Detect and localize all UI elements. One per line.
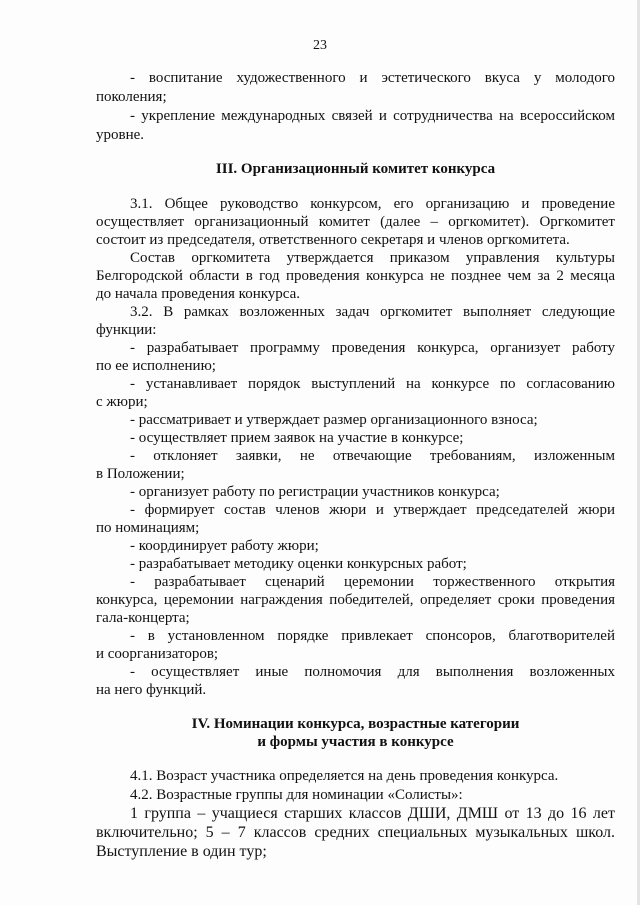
- text-line: 4.2. Возрастные группы для номинации «Солисты»:: [130, 787, 463, 803]
- text-line: - разрабатывает программу проведения конкурса, организует работу: [130, 340, 615, 356]
- text-line: до начала проведения конкурса.: [96, 286, 301, 302]
- text-line: в Положении;: [96, 466, 185, 482]
- section-heading: и формы участия в конкурсе: [257, 734, 454, 750]
- text-line: гала-концерта;: [96, 610, 190, 626]
- text-line: - в установленном порядке привлекает спонсоров, благотворителей: [130, 628, 615, 644]
- text-line: - осуществляет прием заявок на участие в конкурсе;: [130, 430, 464, 446]
- text-line: включительно; 5 – 7 классов средних специальных музыкальных школ.: [96, 824, 615, 841]
- page-number: 23: [313, 38, 327, 53]
- text-line: Состав оргкомитета утверждается приказом управления культуры: [130, 250, 615, 266]
- text-line: - рассматривает и утверждает размер организационного взноса;: [130, 412, 538, 428]
- text-line: - организует работу по регистрации участников конкурса;: [130, 484, 500, 500]
- text-line: - разрабатывает методику оценки конкурсных работ;: [130, 556, 467, 572]
- text-line: состоит из председателя, ответственного секретаря и членов оргкомитета.: [96, 232, 570, 248]
- text-line: - осуществляет иные полномочия для выполнения возложенных: [130, 664, 615, 680]
- text-line: - формирует состав членов жюри и утверждает председателей жюри: [130, 502, 615, 518]
- text-line: по ее исполнению;: [96, 358, 216, 374]
- text-line: функции:: [96, 322, 157, 338]
- text-line: на него функций.: [96, 682, 207, 698]
- text-line: 4.1. Возраст участника определяется на день проведения конкурса.: [130, 768, 559, 784]
- text-line: поколения;: [96, 89, 167, 105]
- section-heading: III. Организационный комитет конкурса: [215, 161, 496, 177]
- text-line: - укрепление международных связей и сотрудничества на всероссийском: [130, 108, 615, 124]
- text-line: 3.2. В рамках возложенных задач оргкомитет выполняет следующие: [130, 304, 615, 320]
- text-line: с жюри;: [96, 394, 148, 410]
- text-line: - разрабатывает сценарий церемонии торжественного открытия: [130, 574, 615, 590]
- text-line: уровне.: [96, 127, 145, 143]
- text-line: осуществляет организационный комитет (далее – оргкомитет). Оргкомитет: [96, 214, 615, 230]
- text-line: - устанавливает порядок выступлений на конкурсе по согласованию: [130, 376, 615, 392]
- text-line: и соорганизаторов;: [96, 646, 219, 662]
- text-line: Белгородской области в год проведения конкурса не позднее чем за 2 месяца: [96, 268, 615, 284]
- text-line: - координирует работу жюри;: [130, 538, 319, 554]
- text-line: Выступление в один тур;: [96, 843, 267, 860]
- text-line: конкурса, церемонии награждения победителей, определяет сроки проведения: [96, 592, 615, 608]
- section-heading: IV. Номинации конкурса, возрастные категории: [191, 716, 520, 732]
- text-line: 1 группа – учащиеся старших классов ДШИ, ДМШ от 13 до 16 лет: [130, 805, 615, 822]
- text-line: - отклоняет заявки, не отвечающие требованиям, изложенным: [130, 448, 615, 464]
- text-line: по номинациям;: [96, 520, 200, 536]
- text-line: - воспитание художественного и эстетического вкуса у молодого: [130, 70, 615, 86]
- text-line: 3.1. Общее руководство конкурсом, его организацию и проведение: [130, 196, 615, 212]
